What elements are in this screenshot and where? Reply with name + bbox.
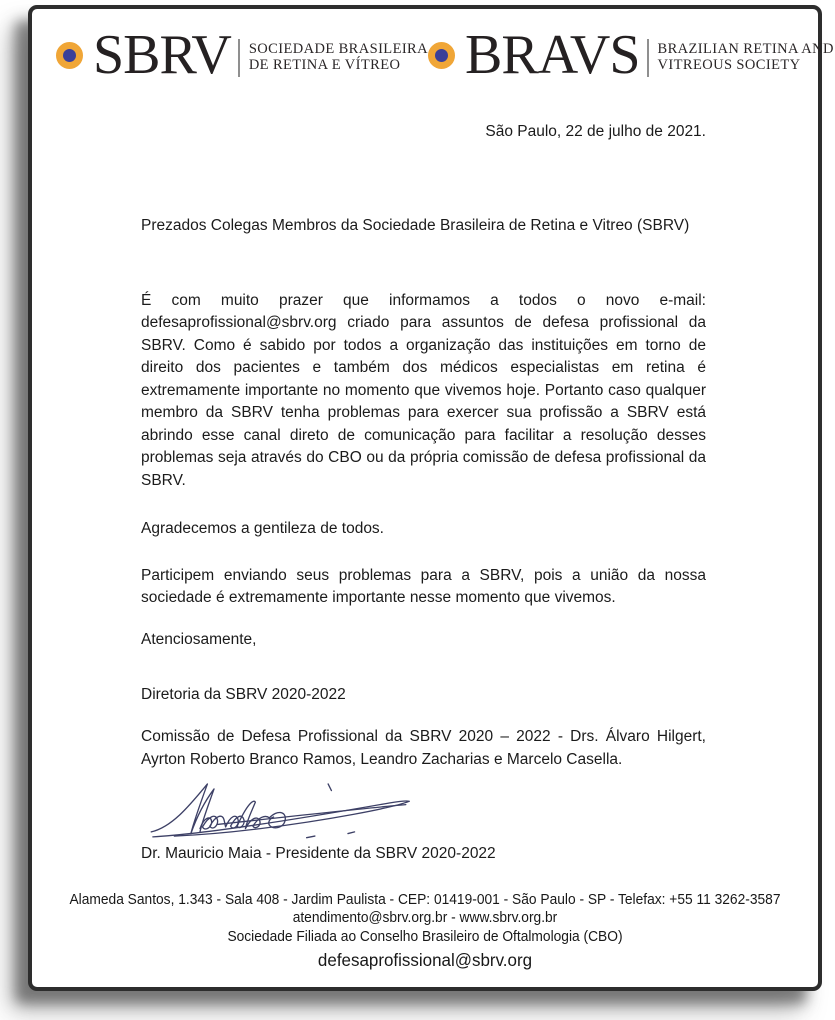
- sbrv-logo-divider: [238, 39, 240, 77]
- closing-line: Atenciosamente,: [141, 631, 257, 649]
- letterhead: [32, 9, 834, 86]
- sbrv-full-name: [249, 38, 428, 74]
- footer-defense-email: defesaprofissional@sbrv.org: [317, 950, 533, 970]
- signature-image: [121, 779, 441, 841]
- commission-line: Comissão de Defesa Profissional da SBRV 2020 – 2022 - Drs. Álvaro Hilgert, Ayrton Roberto Branco Ramos, Leandro Zacharias e Marcelo Casella.: [141, 728, 706, 768]
- letter-body: [141, 121, 706, 866]
- footer-contact: atendimento@sbrv.org.br - www.sbrv.org.br: [292, 910, 558, 926]
- date-line: São Paulo, 22 de julho de 2021.: [485, 122, 706, 140]
- salutation: Prezados Colegas Membros da Sociedade Brasileira de Retina e Vitreo (SBRV): [141, 217, 690, 235]
- sbrv-name-line1: SOCIEDADE BRASILEIRA: [248, 41, 428, 58]
- bravs-name-line1: BRAZILIAN RETINA AND: [657, 41, 834, 58]
- bravs-logo: [428, 24, 834, 86]
- footer-affiliation: Sociedade Filiada ao Conselho Brasileiro de Oftalmologia (CBO): [227, 928, 623, 945]
- bravs-acronym: BRAVS: [465, 24, 640, 86]
- letter-content: [32, 9, 834, 987]
- sbrv-name-line2: DE RETINA E VÍTREO: [248, 56, 401, 73]
- letter-page: [28, 5, 834, 991]
- footer-address: Alameda Santos, 1.343 - Sala 408 - Jardim Paulista - CEP: 01419-001 - São Paulo - SP - Telefax: +55 11 3262-3587: [69, 891, 781, 908]
- letter-footer: [32, 891, 818, 972]
- paragraph-main: É com muito prazer que informamos a todos o novo e-mail: defesaprofissional@sbrv.org criado para assuntos de defesa profissional da SBRV. Como é sabido por todos a organização das instituições em torno de direito dos pacientes e também dos médicos especialistas em retina é extremamente importante no momento que vivemos hoje. Portanto caso qualquer membro da SBRV tenha problemas para exercer sua profissão a SBRV está abrindo esse canal direto de comunicação para facilitar a resolução desses problemas seja através do CBO ou da própria comissão de defesa profissional da SBRV.: [141, 291, 706, 489]
- board-line: Diretoria da SBRV 2020-2022: [141, 685, 346, 703]
- bravs-name-line2: VITREOUS SOCIETY: [657, 56, 801, 73]
- sbrv-logo-circle-icon: [56, 42, 83, 69]
- paragraph-participate: Participem enviando seus problemas para a SBRV, pois a união da nossa sociedade é extremamente importante nesse momento que vivemos.: [141, 566, 706, 606]
- signer-line: Dr. Mauricio Maia - Presidente da SBRV 2020-2022: [141, 845, 496, 863]
- bravs-logo-divider: [647, 39, 649, 77]
- bravs-full-name: [658, 38, 834, 74]
- bravs-logo-circle-icon: [428, 42, 455, 69]
- sbrv-logo: [56, 24, 428, 86]
- paragraph-thanks: Agradecemos a gentileza de todos.: [141, 520, 384, 538]
- sbrv-acronym: SBRV: [93, 24, 231, 86]
